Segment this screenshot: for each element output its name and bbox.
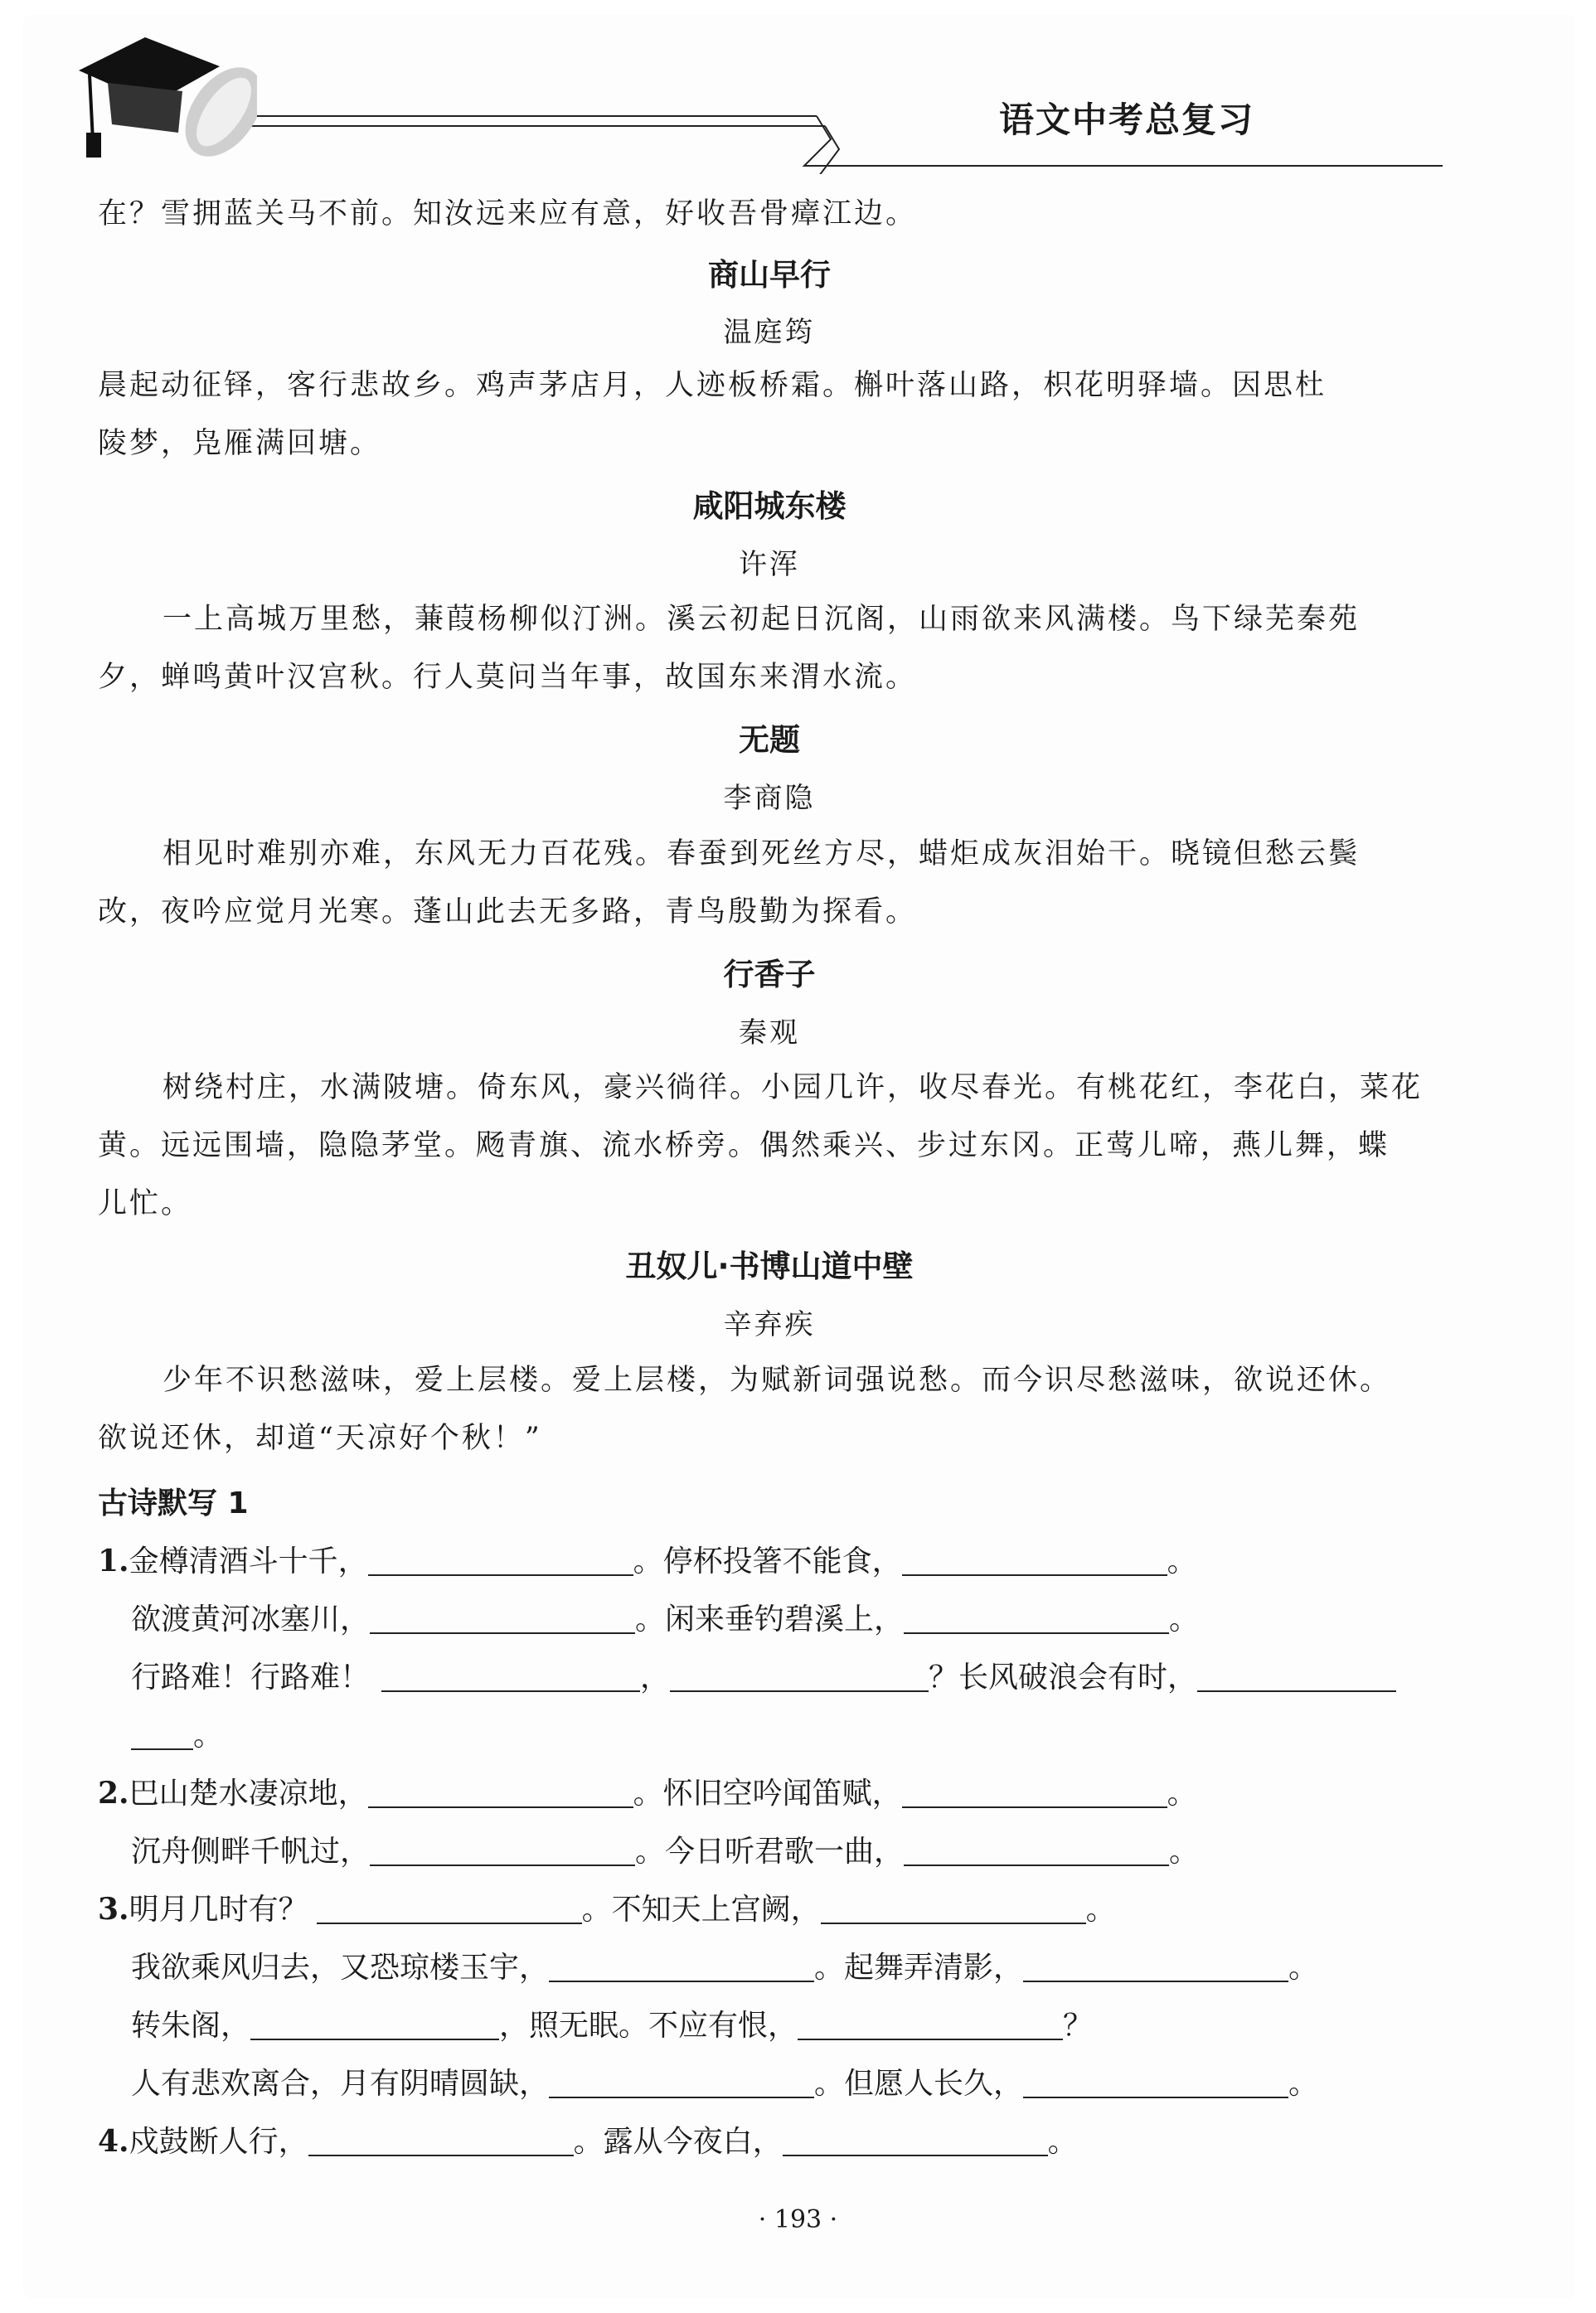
answer-blank[interactable] — [904, 1836, 1169, 1866]
poem-title: 无题 — [739, 722, 800, 758]
answer-blank[interactable] — [549, 2068, 814, 2098]
question-2-line-2: 沉舟侧畔千帆过， 。今日听君歌一曲， 。 — [131, 1835, 1200, 1869]
answer-blank[interactable] — [370, 1604, 635, 1634]
poem-line: 改，夜吟应觉月光寒。蓬山此去无多路，青鸟殷勤为探看。 — [98, 895, 918, 929]
question-3-line-4: 人有悲欢离合，月有阴晴圆缺， 。但愿人长久， 。 — [131, 2067, 1319, 2101]
answer-blank[interactable] — [783, 2126, 1048, 2156]
answer-blank[interactable] — [904, 1604, 1169, 1634]
answer-blank[interactable] — [1023, 2068, 1288, 2098]
question-number: 3. — [98, 1892, 129, 1927]
poem-title: 咸阳城东楼 — [692, 488, 847, 524]
question-number: 4. — [98, 2124, 129, 2159]
poem-author: 许浑 — [739, 548, 800, 581]
poem-line: 陵梦，凫雁满回塘。 — [98, 427, 382, 460]
poem-line: 少年不识愁滋味，爱上层楼。爱上层楼，为赋新词强说愁。而今识尽愁滋味，欲说还休。 — [163, 1364, 1392, 1397]
question-number: 1. — [98, 1544, 129, 1578]
question-2-line-1: 2.巴山楚水凄凉地， 。怀旧空吟闻笛赋， 。 — [98, 1776, 1197, 1811]
poem-author: 秦观 — [739, 1016, 800, 1050]
answer-blank[interactable] — [670, 1662, 929, 1692]
answer-blank[interactable] — [370, 1836, 635, 1866]
poem-line: 一上高城万里愁，蒹葭杨柳似汀洲。溪云初起日沉阁，山雨欲来风满楼。鸟下绿芜秦苑 — [163, 603, 1361, 636]
question-3-line-2: 我欲乘风归去，又恐琼楼玉宇， 。起舞弄清影， 。 — [131, 1951, 1319, 1985]
poem-line: 欲说还休，却道“天凉好个秋！” — [98, 1422, 542, 1455]
poem-line: 儿忙。 — [98, 1187, 193, 1220]
answer-blank[interactable] — [308, 2126, 574, 2156]
answer-blank[interactable] — [821, 1894, 1086, 1924]
poem-line: 树绕村庄，水满陂塘。倚东风，豪兴徜徉。小园几许，收尽春光。有桃花红，李花白，菜花 — [163, 1071, 1424, 1104]
answer-blank[interactable] — [1023, 1952, 1288, 1982]
answer-blank[interactable] — [798, 2010, 1063, 2040]
poem-author: 李商隐 — [723, 782, 816, 815]
answer-blank[interactable] — [317, 1894, 582, 1924]
question-number: 2. — [98, 1776, 129, 1811]
question-4-line-1: 4.戍鼓断人行， 。露从今夜白， 。 — [98, 2124, 1078, 2159]
poem-title: 丑奴儿·书博山道中壁 — [625, 1249, 914, 1284]
question-1-line-2: 欲渡黄河冰塞川， 。闲来垂钓碧溪上， 。 — [131, 1603, 1200, 1637]
poem-author: 温庭筠 — [723, 316, 816, 349]
question-3-line-3: 转朱阁， ，照无眠。不应有恨， ？ — [131, 2009, 1094, 2043]
answer-blank[interactable] — [368, 1778, 633, 1808]
answer-blank[interactable] — [131, 1720, 193, 1750]
poem-title: 行香子 — [723, 957, 816, 992]
answer-blank[interactable] — [902, 1546, 1167, 1576]
poem-author: 辛弃疾 — [723, 1308, 816, 1341]
answer-blank[interactable] — [1197, 1662, 1396, 1692]
answer-blank[interactable] — [549, 1952, 814, 1982]
poem-line: 黄。远远围墙，隐隐茅堂。飏青旗、流水桥旁。偶然乘兴、步过东冈。正莺儿啼，燕儿舞，蝶 — [98, 1129, 1390, 1162]
poem-line: 晨起动征铎，客行悲故乡。鸡声茅店月，人迹板桥霜。槲叶落山路，枳花明驿墙。因思杜 — [98, 369, 1327, 402]
page-header — [75, 33, 1443, 174]
answer-blank[interactable] — [902, 1778, 1167, 1808]
question-1-line-4: 。 — [131, 1712, 223, 1754]
answer-blank[interactable] — [368, 1546, 633, 1576]
page-number: · 193 · — [758, 2205, 838, 2234]
continuation-text: 在？雪拥蓝关马不前。知汝远来应有意，好收吾骨瘴江边。 — [98, 197, 918, 230]
question-1-line-1: 1.金樽清酒斗十千， 。停杯投箸不能食， 。 — [98, 1544, 1197, 1578]
poem-line: 夕，蝉鸣黄叶汉宫秋。行人莫问当年事，故国东来渭水流。 — [98, 661, 918, 694]
poem-title: 商山早行 — [708, 257, 831, 293]
answer-blank[interactable] — [381, 1662, 640, 1692]
question-1-line-3: 行路难！行路难！ ， ？长风破浪会有时， — [131, 1654, 1396, 1696]
graduation-cap-icon — [75, 33, 257, 174]
header-title: 语文中考总复习 — [999, 99, 1255, 140]
question-3-line-1: 3.明月几时有？ 。不知天上宫阙， 。 — [98, 1892, 1116, 1927]
answer-blank[interactable] — [250, 2010, 499, 2040]
poem-line: 相见时难别亦难，东风无力百花残。春蚕到死丝方尽，蜡炬成灰泪始干。晓镜但愁云鬓 — [163, 837, 1361, 870]
exercise-heading: 古诗默写 1 — [98, 1486, 249, 1520]
